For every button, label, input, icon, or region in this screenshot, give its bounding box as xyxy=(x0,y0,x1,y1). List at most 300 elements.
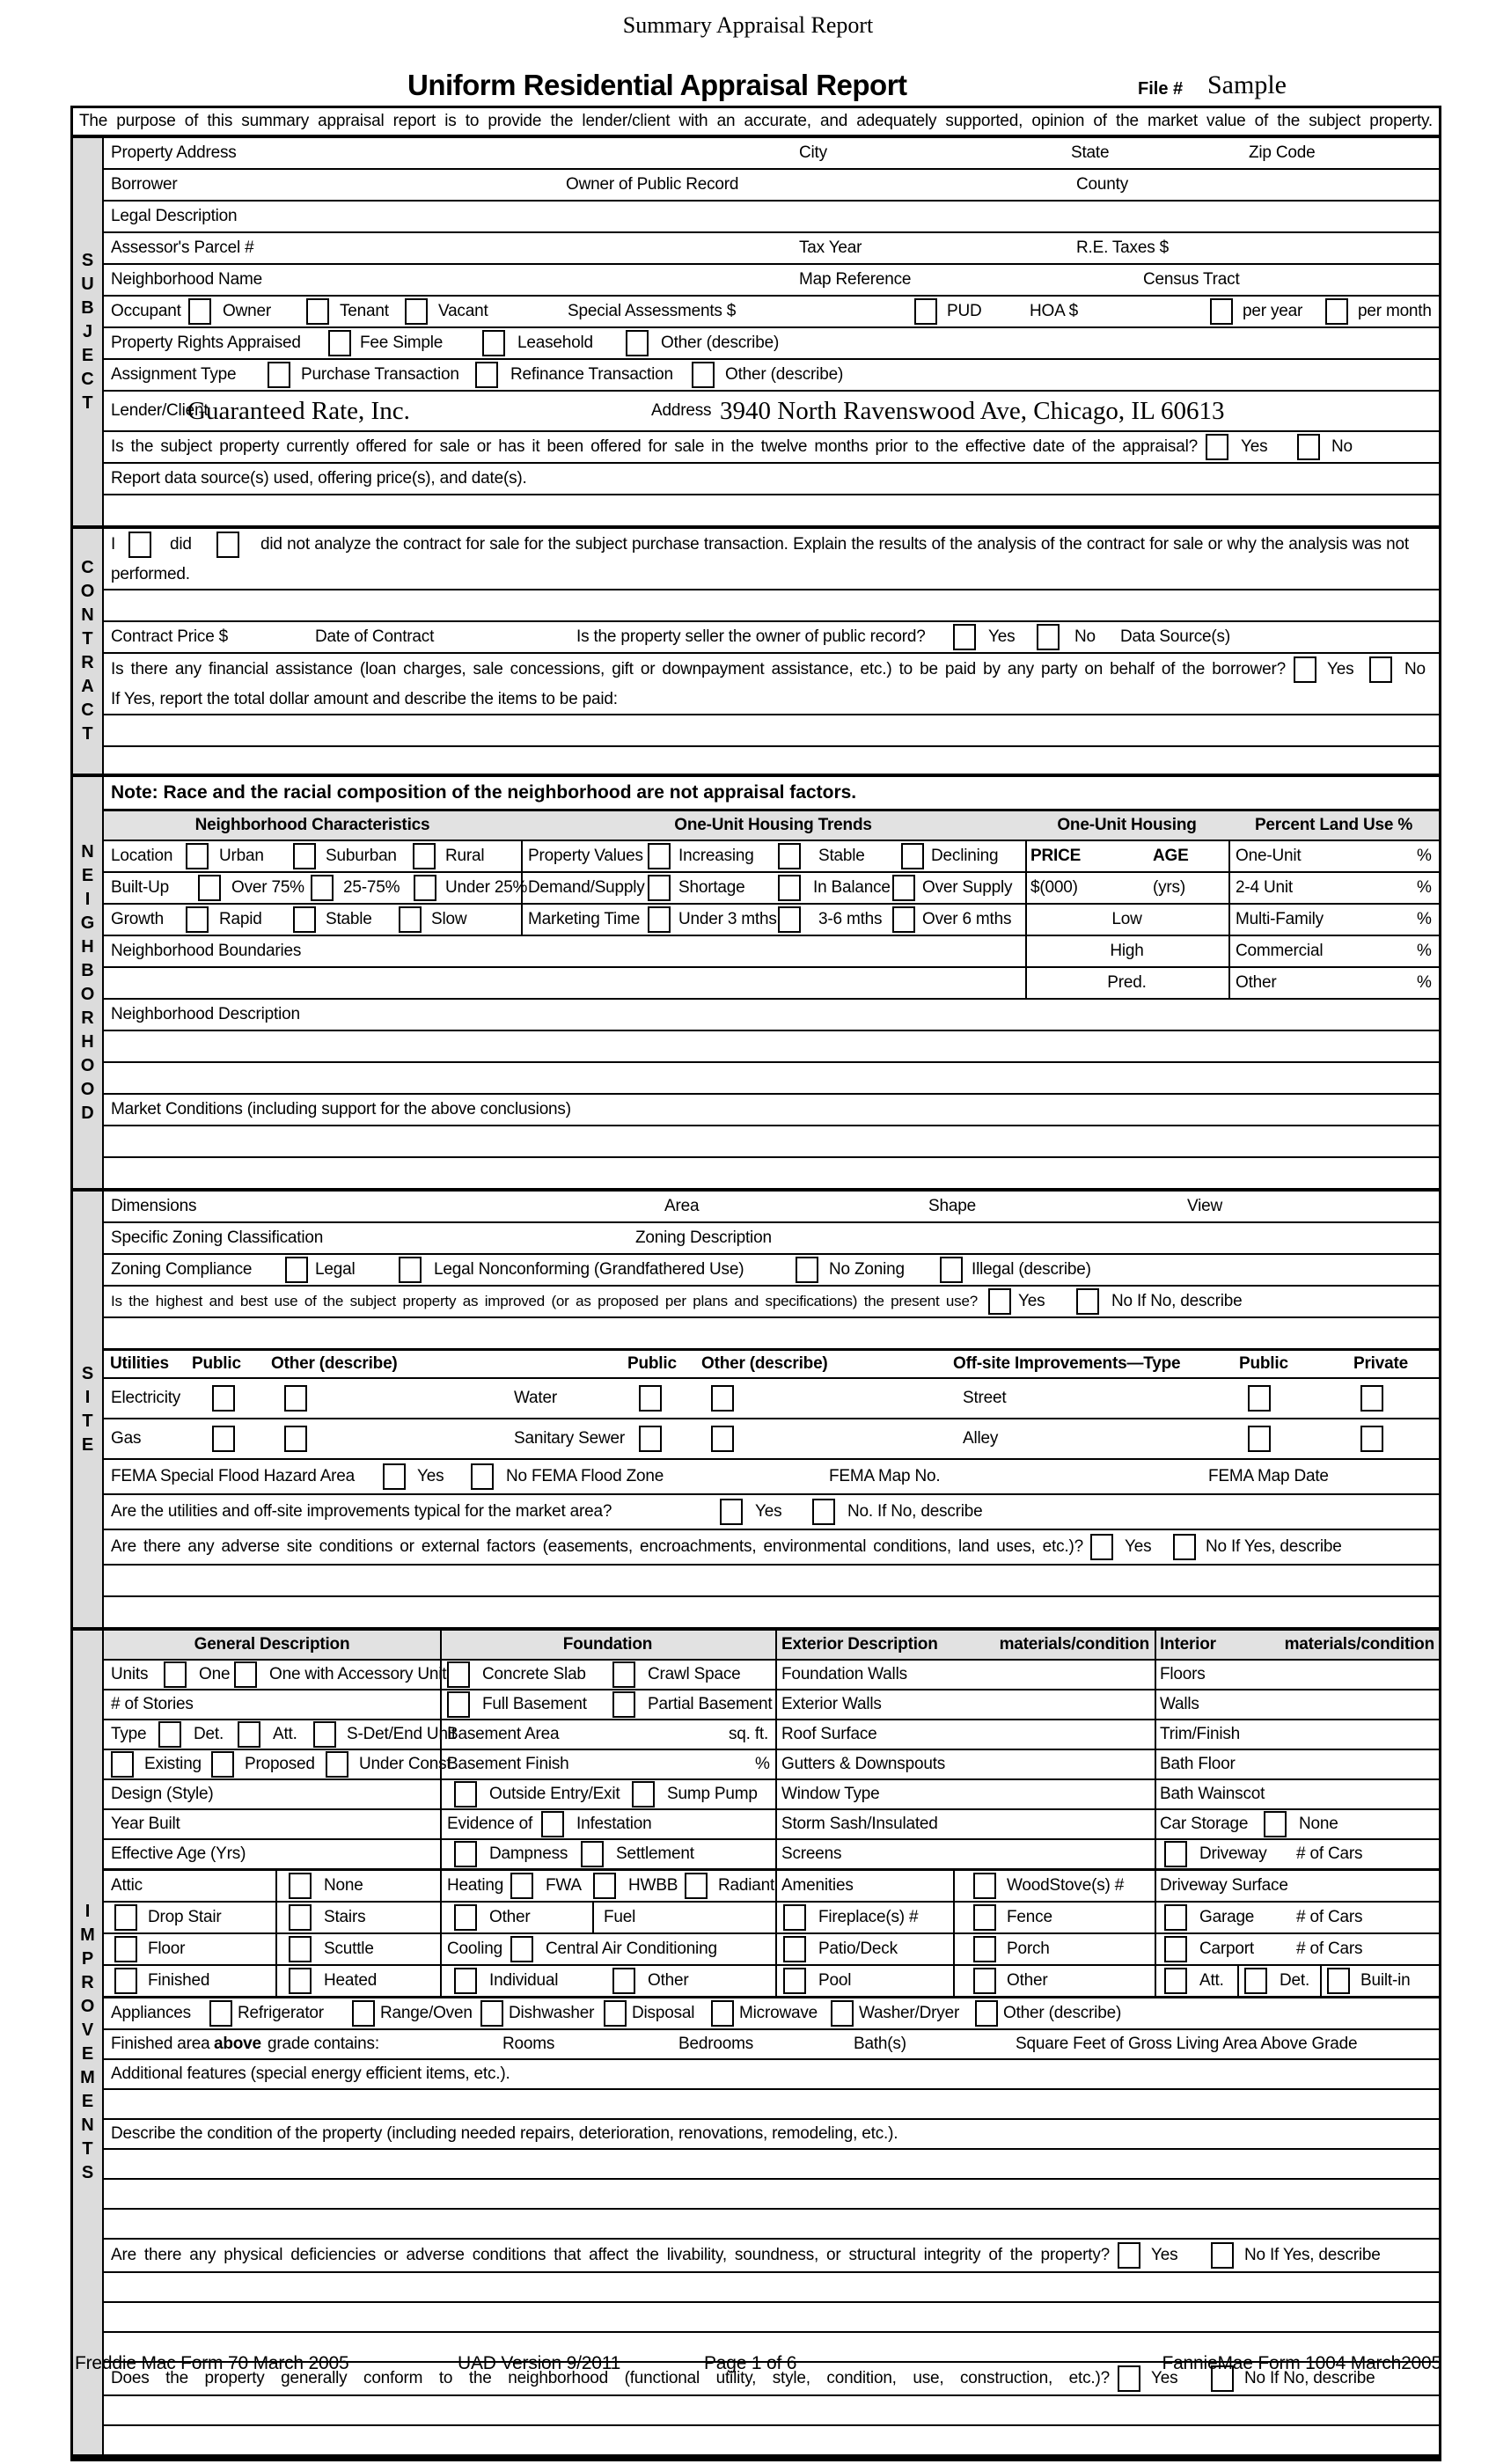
form-label: Scuttle xyxy=(324,1940,374,1959)
checkbox[interactable] xyxy=(612,1661,635,1688)
footer-freddie-mac: Freddie Mac Form 70 March 2005 xyxy=(75,2353,349,2373)
form-label: Public xyxy=(627,1354,677,1374)
column-divider xyxy=(1228,841,1230,871)
checkbox[interactable] xyxy=(1244,1968,1267,1994)
form-label: Settlement xyxy=(616,1844,694,1864)
spine-letter: S xyxy=(81,2163,94,2182)
form-label: Basement Finish xyxy=(447,1755,569,1774)
checkbox[interactable] xyxy=(211,1751,234,1778)
form-label: Data Source(s) xyxy=(1120,627,1230,647)
form-row xyxy=(104,1125,1439,1156)
form-label: Exterior Description xyxy=(781,1635,938,1654)
form-label: Square Feet of Gross Living Area Above Grade xyxy=(1016,2035,1358,2054)
checkbox[interactable] xyxy=(164,1661,187,1688)
section-spine-improvements xyxy=(73,1631,104,2454)
column-divider xyxy=(275,1934,277,1964)
checkbox[interactable] xyxy=(711,1385,734,1412)
checkbox[interactable] xyxy=(1164,1936,1187,1962)
column-divider xyxy=(1155,1780,1156,1808)
checkbox[interactable] xyxy=(953,624,976,650)
form-row xyxy=(104,168,1439,200)
column-divider xyxy=(275,1903,277,1932)
checkbox[interactable] xyxy=(648,843,671,869)
checkbox[interactable] xyxy=(447,1691,470,1718)
checkbox[interactable] xyxy=(198,875,221,901)
form-label: Under Const. xyxy=(359,1755,456,1774)
form-row xyxy=(104,1719,1439,1749)
form-label: Census Tract xyxy=(1143,270,1240,290)
spine-letter: C xyxy=(81,369,94,389)
checkbox[interactable] xyxy=(778,875,801,901)
form-row xyxy=(104,138,1439,168)
form-label: Radiant xyxy=(718,1876,775,1896)
checkbox[interactable] xyxy=(114,1904,137,1931)
checkbox[interactable] xyxy=(593,1873,616,1899)
form-label: # of Cars xyxy=(1296,1940,1363,1959)
form-row xyxy=(104,620,1439,652)
checkbox[interactable] xyxy=(447,1661,470,1688)
checkbox[interactable] xyxy=(648,875,671,901)
form-label: Legal xyxy=(315,1260,356,1280)
form-label: # of Cars xyxy=(1296,1844,1363,1864)
checkbox[interactable] xyxy=(581,1841,604,1867)
form-label: FEMA Special Flood Hazard Area xyxy=(111,1467,356,1486)
form-label: S-Det/End Unit xyxy=(347,1725,456,1744)
checkbox[interactable] xyxy=(1248,1426,1271,1452)
checkbox[interactable] xyxy=(783,1968,806,1994)
form-label: Is the highest and best use of the subject property as improved (or as proposed per plans and specifications) the present use? xyxy=(111,1293,978,1310)
section-subject xyxy=(73,135,1439,525)
spine-letter: H xyxy=(81,1031,94,1052)
form-label: Finished xyxy=(148,1971,210,1991)
spine-letter: O xyxy=(80,1997,95,2016)
checkbox[interactable] xyxy=(892,906,915,933)
checkbox[interactable] xyxy=(399,1257,422,1283)
spine-letter: E xyxy=(81,345,94,365)
form-row xyxy=(104,1221,1439,1253)
form-label: above xyxy=(214,2035,261,2054)
spine-letter: P xyxy=(81,1949,94,1969)
checkbox[interactable] xyxy=(778,843,801,869)
form-label: Yes xyxy=(1151,2246,1178,2265)
form-label: Report data source(s) used, offering price(s), and date(s). xyxy=(111,469,527,488)
form-label: Yes xyxy=(755,1502,782,1522)
form-label: Yes xyxy=(1151,2369,1178,2388)
spine-letter: T xyxy=(82,724,93,744)
checkbox[interactable] xyxy=(1076,1288,1099,1315)
form-label: Other xyxy=(648,1971,689,1991)
spine-letter: O xyxy=(80,1055,95,1075)
column-divider xyxy=(1155,1903,1156,1932)
form-label: Type xyxy=(111,1725,147,1744)
form-label: No xyxy=(1074,627,1096,647)
form-label: Other (describe) xyxy=(271,1354,398,1374)
form-row xyxy=(104,998,1439,1030)
form-row xyxy=(104,1529,1439,1564)
form-label: Stable xyxy=(818,847,865,866)
checkbox[interactable] xyxy=(212,1385,235,1412)
checkbox[interactable] xyxy=(313,1721,336,1748)
form-label: R.E. Taxes $ xyxy=(1076,238,1169,258)
checkbox[interactable] xyxy=(454,1841,477,1867)
checkbox[interactable] xyxy=(186,843,209,869)
checkbox[interactable] xyxy=(289,1968,312,1994)
checkbox[interactable] xyxy=(209,2000,232,2027)
purpose-statement: The purpose of this summary appraisal report is to provide the lender/client with an accurate, and adequately supported, opinion of the market value of the subject property. xyxy=(79,112,1433,130)
footer-page-number: Page 1 of 6 xyxy=(704,2353,797,2373)
form-row xyxy=(104,966,1439,998)
checkbox[interactable] xyxy=(405,298,428,325)
form-label: Existing xyxy=(144,1755,202,1774)
form-label: Refinance Transaction xyxy=(510,365,673,385)
form-label: Trim/Finish xyxy=(1160,1725,1241,1744)
checkbox[interactable] xyxy=(289,1873,312,1899)
checkbox[interactable] xyxy=(831,2000,854,2027)
form-label: Other xyxy=(1236,973,1277,993)
checkbox[interactable] xyxy=(158,1721,181,1748)
checkbox[interactable] xyxy=(268,362,290,388)
column-divider xyxy=(440,1871,442,1901)
form-row xyxy=(104,1996,1439,2028)
checkbox[interactable] xyxy=(188,298,211,325)
checkbox[interactable] xyxy=(414,875,436,901)
form-label: Drop Stair xyxy=(148,1908,222,1927)
form-label: Yes xyxy=(417,1467,444,1486)
form-label: Commercial xyxy=(1236,942,1324,961)
checkbox[interactable] xyxy=(541,1811,564,1837)
form-label: No. If No, describe xyxy=(847,1502,983,1522)
checkbox[interactable] xyxy=(988,1288,1011,1315)
form-label: Cooling xyxy=(447,1940,503,1959)
checkbox[interactable] xyxy=(212,1426,235,1452)
column-divider xyxy=(1155,1934,1156,1964)
form-label: Att. xyxy=(273,1725,297,1744)
checkbox[interactable] xyxy=(639,1426,662,1452)
form-label: Roof Surface xyxy=(781,1725,877,1744)
form-label: Partial Basement xyxy=(648,1695,773,1714)
spine-letter: C xyxy=(81,558,94,577)
form-label: Det. xyxy=(194,1725,224,1744)
checkbox[interactable] xyxy=(1297,434,1320,460)
column-divider xyxy=(1155,1871,1156,1901)
checkbox[interactable] xyxy=(1164,1904,1187,1931)
form-label: Heated xyxy=(324,1971,378,1991)
form-label: Leasehold xyxy=(517,334,593,353)
checkbox[interactable] xyxy=(284,1385,307,1412)
form-label: Stable xyxy=(326,910,372,929)
checkbox[interactable] xyxy=(383,1463,406,1490)
column-divider xyxy=(1155,1661,1156,1689)
checkbox[interactable] xyxy=(510,1936,533,1962)
column-divider xyxy=(775,1690,777,1719)
form-label: No Zoning xyxy=(829,1260,905,1280)
form-row xyxy=(104,1838,1439,1868)
form-label: Date of Contract xyxy=(315,627,435,647)
form-label: Electricity xyxy=(111,1389,181,1408)
checkbox[interactable] xyxy=(454,1968,477,1994)
spine-letter: E xyxy=(81,2044,94,2064)
form-label: Driveway xyxy=(1199,1844,1267,1864)
checkbox[interactable] xyxy=(306,298,329,325)
form-row xyxy=(104,1631,1439,1659)
column-divider xyxy=(1155,1720,1156,1749)
checkbox[interactable] xyxy=(1210,298,1233,325)
form-label: grade contains: xyxy=(268,2035,379,2054)
checkbox[interactable] xyxy=(289,1936,312,1962)
form-label: Owner xyxy=(223,302,271,321)
checkbox[interactable] xyxy=(216,532,239,558)
form-label: Alley xyxy=(963,1429,999,1448)
checkbox[interactable] xyxy=(692,362,715,388)
form-row xyxy=(104,1689,1439,1719)
checkbox[interactable] xyxy=(892,875,915,901)
checkbox[interactable] xyxy=(685,1873,708,1899)
checkbox[interactable] xyxy=(612,1968,635,1994)
checkbox[interactable] xyxy=(1264,1811,1287,1837)
form-row xyxy=(104,1458,1439,1493)
checkbox[interactable] xyxy=(399,906,422,933)
checkbox[interactable] xyxy=(352,2000,375,2027)
form-label: Shape xyxy=(928,1197,976,1216)
checkbox[interactable] xyxy=(973,1968,996,1994)
form-row xyxy=(104,1778,1439,1808)
form-label: Fee Simple xyxy=(360,334,444,353)
file-number-value[interactable]: Sample xyxy=(1207,70,1287,99)
checkbox[interactable] xyxy=(604,2000,627,2027)
form-label: Screens xyxy=(781,1844,842,1864)
form-label: # of Stories xyxy=(111,1695,194,1714)
form-label: % xyxy=(1417,910,1432,929)
form-label: Describe the condition of the property (including needed repairs, deterioration, renovations, remodeling, etc.). xyxy=(111,2124,898,2144)
checkbox[interactable] xyxy=(510,1873,533,1899)
checkbox[interactable] xyxy=(940,1257,963,1283)
form-label: materials/condition xyxy=(1284,1635,1434,1654)
form-label: City xyxy=(799,143,827,163)
form-label: Area xyxy=(664,1197,700,1216)
checkbox[interactable] xyxy=(632,1781,655,1808)
checkbox[interactable] xyxy=(284,1426,307,1452)
lender-client-value[interactable]: Guaranteed Rate, Inc. xyxy=(187,396,410,425)
checkbox[interactable] xyxy=(328,330,351,356)
form-label: Carport xyxy=(1199,1940,1254,1959)
lender-address-value[interactable]: 3940 North Ravenswood Ave, Chicago, IL 60613 xyxy=(720,396,1225,425)
form-label: Declining xyxy=(931,847,999,866)
form-label: materials/condition xyxy=(999,1635,1149,1654)
form-label: Attic xyxy=(111,1876,143,1896)
form-label: Growth xyxy=(111,910,165,929)
checkbox[interactable] xyxy=(326,1751,348,1778)
form-label: Rapid xyxy=(219,910,262,929)
checkbox[interactable] xyxy=(471,1463,494,1490)
checkbox[interactable] xyxy=(1325,298,1348,325)
checkbox[interactable] xyxy=(1327,1968,1350,1994)
checkbox[interactable] xyxy=(914,298,937,325)
form-row xyxy=(104,529,1439,561)
form-label: Tax Year xyxy=(799,238,862,258)
checkbox[interactable] xyxy=(711,2000,734,2027)
form-label: Rural xyxy=(445,847,485,866)
checkbox[interactable] xyxy=(1206,434,1228,460)
form-label: Demand/Supply xyxy=(528,878,645,898)
form-row xyxy=(104,589,1439,620)
form-label: Owner of Public Record xyxy=(566,175,739,194)
checkbox[interactable] xyxy=(311,875,334,901)
form-label: Foundation Walls xyxy=(781,1665,907,1684)
checkbox[interactable] xyxy=(293,906,316,933)
form-row xyxy=(104,809,1439,840)
checkbox[interactable] xyxy=(783,1904,806,1931)
form-label: Porch xyxy=(1007,1940,1050,1959)
checkbox[interactable] xyxy=(289,1904,312,1931)
form-label: In Balance xyxy=(813,878,891,898)
footer-fannie-mae: FannieMae Form 1004 March2005 xyxy=(1162,2353,1441,2373)
checkbox[interactable] xyxy=(1118,2242,1140,2269)
form-label: % xyxy=(1417,847,1432,866)
form-label: Yes xyxy=(1241,437,1268,457)
column-divider xyxy=(953,1966,955,1996)
form-label: Occupant xyxy=(111,302,181,321)
form-label: Contract Price $ xyxy=(111,627,229,647)
column-divider xyxy=(775,1750,777,1778)
checkbox[interactable] xyxy=(1164,1841,1187,1867)
column-divider xyxy=(1025,841,1027,871)
spine-letter: I xyxy=(84,1902,91,1921)
form-label: Yes xyxy=(1018,1292,1045,1311)
spine-letter: A xyxy=(81,677,94,696)
spine-letter: E xyxy=(81,1434,94,1455)
checkbox[interactable] xyxy=(1294,656,1316,683)
checkbox[interactable] xyxy=(973,1936,996,1962)
spine-letter: M xyxy=(80,2068,95,2087)
form-label: Zoning Description xyxy=(635,1228,772,1248)
form-label: FEMA Map Date xyxy=(1208,1467,1329,1486)
checkbox[interactable] xyxy=(1248,1385,1271,1412)
form-row xyxy=(104,840,1439,871)
checkbox[interactable] xyxy=(1369,656,1392,683)
form-label: Neighborhood Characteristics xyxy=(194,816,430,835)
checkbox[interactable] xyxy=(114,1936,137,1962)
checkbox[interactable] xyxy=(1164,1968,1187,1994)
checkbox[interactable] xyxy=(812,1499,835,1525)
checkbox[interactable] xyxy=(186,906,209,933)
checkbox[interactable] xyxy=(454,1904,477,1931)
spine-letter: T xyxy=(82,392,93,413)
spine-letter: B xyxy=(81,297,94,318)
form-label: Other (describe) xyxy=(661,334,780,353)
checkbox[interactable] xyxy=(1360,1426,1383,1452)
checkbox[interactable] xyxy=(293,843,316,869)
checkbox[interactable] xyxy=(128,532,151,558)
form-row xyxy=(104,1061,1439,1093)
form-label: Fuel xyxy=(604,1908,636,1927)
checkbox[interactable] xyxy=(1211,2242,1234,2269)
checkbox[interactable] xyxy=(454,1781,477,1808)
form-label: Is the property seller the owner of public record? xyxy=(576,627,926,647)
checkbox[interactable] xyxy=(413,843,436,869)
column-divider xyxy=(1155,1690,1156,1719)
column-divider xyxy=(440,1966,442,1996)
column-divider xyxy=(775,1840,777,1868)
checkbox[interactable] xyxy=(626,330,649,356)
section-spine-contract xyxy=(73,529,104,774)
form-label: Bath Floor xyxy=(1160,1755,1236,1774)
spine-letter: E xyxy=(81,865,94,885)
form-label: Dampness xyxy=(489,1844,568,1864)
spine-letter: I xyxy=(84,889,91,909)
form-row xyxy=(104,2148,1439,2178)
form-label: Gas xyxy=(111,1429,142,1448)
form-label: Effective Age (Yrs) xyxy=(111,1844,246,1864)
checkbox[interactable] xyxy=(783,1936,806,1962)
checkbox[interactable] xyxy=(1173,1534,1196,1560)
column-divider xyxy=(440,1934,442,1964)
checkbox[interactable] xyxy=(639,1385,662,1412)
checkbox[interactable] xyxy=(285,1257,308,1283)
form-label: Det. xyxy=(1280,1971,1310,1991)
form-row xyxy=(104,935,1439,966)
checkbox[interactable] xyxy=(901,843,924,869)
form-label: % xyxy=(1417,973,1432,993)
form-label: Dimensions xyxy=(111,1197,197,1216)
form-label: HWBB xyxy=(628,1876,678,1896)
checkbox[interactable] xyxy=(720,1499,743,1525)
form-label: Neighborhood Description xyxy=(111,1005,300,1024)
form-label: Suburban xyxy=(326,847,397,866)
checkbox[interactable] xyxy=(711,1426,734,1452)
spine-letter: T xyxy=(82,629,93,649)
checkbox[interactable] xyxy=(111,1751,134,1778)
checkbox[interactable] xyxy=(612,1691,635,1718)
checkbox[interactable] xyxy=(975,2000,998,2027)
checkbox[interactable] xyxy=(238,1721,260,1748)
checkbox[interactable] xyxy=(114,1968,137,1994)
form-row xyxy=(104,1595,1439,1627)
form-label: Evidence of xyxy=(447,1815,533,1834)
checkbox[interactable] xyxy=(648,906,671,933)
column-divider xyxy=(1155,1840,1156,1868)
form-label: Proposed xyxy=(245,1755,315,1774)
checkbox[interactable] xyxy=(973,1873,996,1899)
form-row xyxy=(104,652,1439,686)
checkbox[interactable] xyxy=(1037,624,1060,650)
checkbox[interactable] xyxy=(482,330,505,356)
checkbox[interactable] xyxy=(1090,1534,1113,1560)
column-divider xyxy=(775,1810,777,1838)
column-divider xyxy=(953,1903,955,1932)
column-divider xyxy=(1228,936,1230,966)
form-label: Property Values xyxy=(528,847,643,866)
checkbox[interactable] xyxy=(234,1661,257,1688)
form-label: Legal Description xyxy=(111,207,238,226)
form-label: Pred. xyxy=(1107,973,1147,993)
form-label: No If No, describe xyxy=(1244,2369,1375,2388)
column-divider xyxy=(440,1840,442,1868)
form-row xyxy=(104,231,1439,263)
checkbox[interactable] xyxy=(778,906,801,933)
checkbox[interactable] xyxy=(475,362,498,388)
form-row xyxy=(104,1093,1439,1125)
column-divider xyxy=(775,1780,777,1808)
checkbox[interactable] xyxy=(796,1257,818,1283)
checkbox[interactable] xyxy=(480,2000,503,2027)
column-divider xyxy=(440,1780,442,1808)
form-label: Borrower xyxy=(111,175,178,194)
form-label: Neighborhood Boundaries xyxy=(111,942,302,961)
section-spine-neighborhood xyxy=(73,777,104,1188)
checkbox[interactable] xyxy=(973,1904,996,1931)
checkbox[interactable] xyxy=(1360,1385,1383,1412)
form-label: Concrete Slab xyxy=(482,1665,586,1684)
